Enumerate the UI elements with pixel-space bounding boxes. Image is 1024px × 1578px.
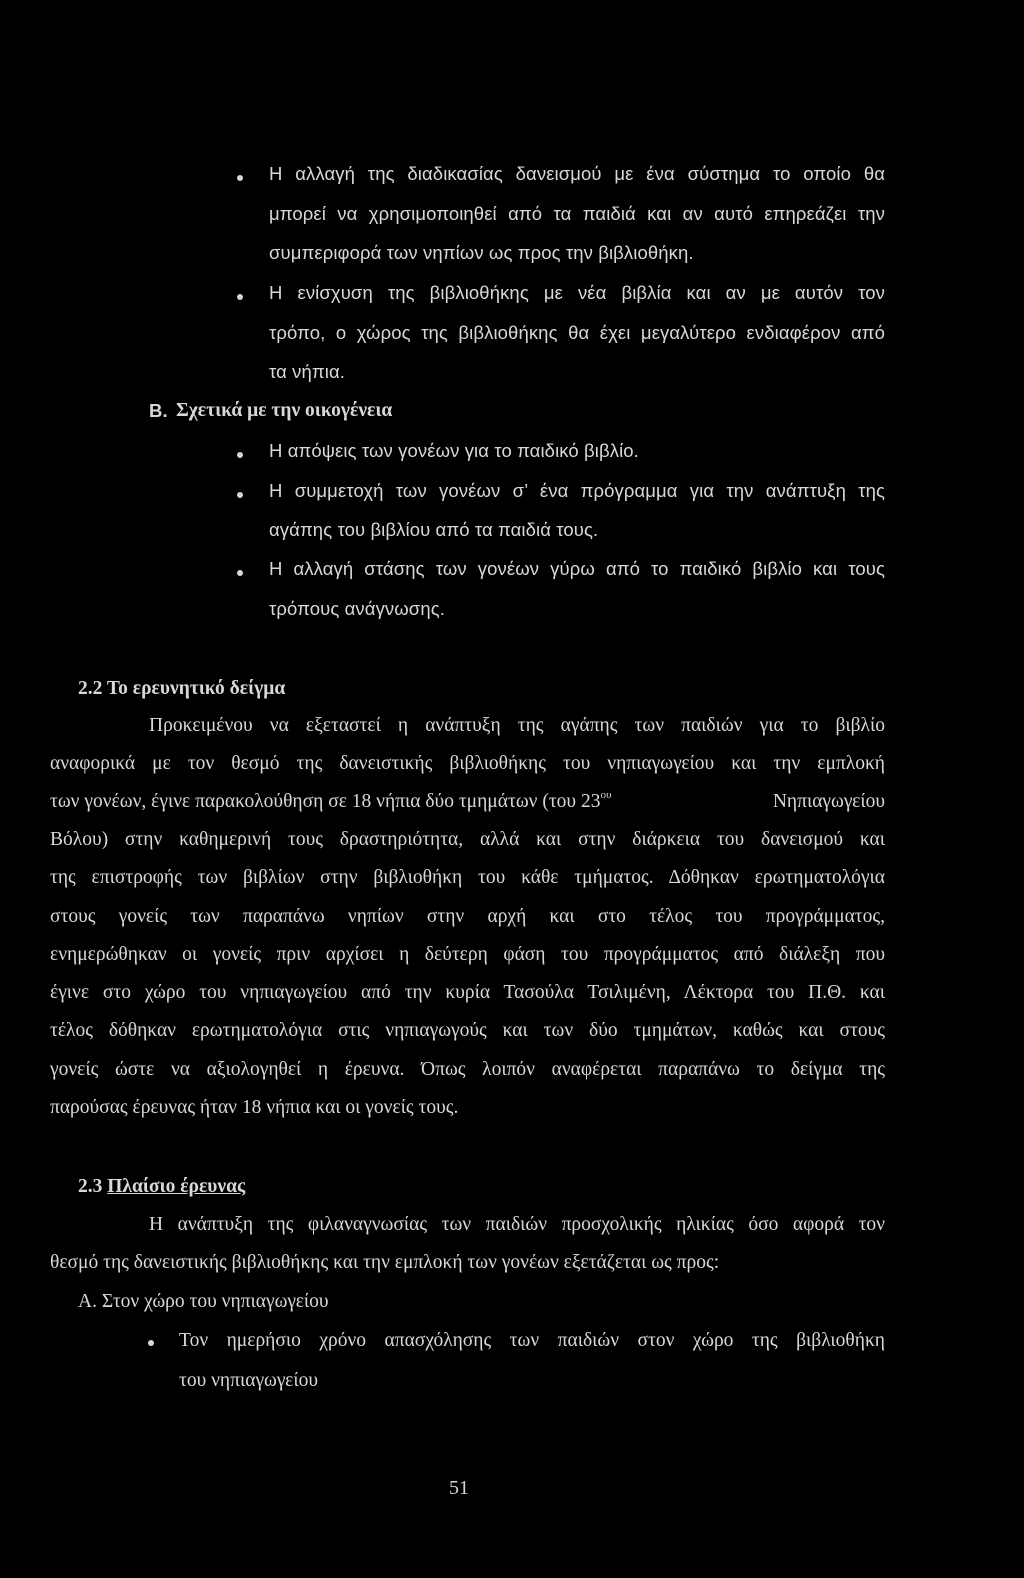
- paragraph-line: αναφορικά με τον θεσμό της δανειστικής βιβλιοθήκης του νηπιαγωγείου και την εμπλοκή: [50, 753, 885, 774]
- ordinal-superscript: ου: [600, 788, 612, 801]
- list-item-line: τα νήπια.: [269, 361, 346, 382]
- bullet-icon: [237, 452, 243, 458]
- list-item-line: τρόπο, ο χώρος της βιβλιοθήκης θα έχει μεγαλύτερο ενδιαφέρον από: [269, 322, 885, 343]
- list-item-line: Τον ημερήσιο χρόνο απασχόλησης των παιδιών στον χώρο της βιβλιοθήκη: [179, 1330, 885, 1351]
- paragraph-line: Προκειμένου να εξεταστεί η ανάπτυξη της αγάπης των παιδιών για το βιβλίο: [149, 715, 885, 736]
- paragraph-line: της επιστροφής των βιβλίων στην βιβλιοθήκη του κάθε τμήματος. Δόθηκαν ερωτηματολόγια: [50, 867, 885, 888]
- list-item-line: του νηπιαγωγείου: [179, 1370, 319, 1391]
- heading-text: Πλαίσιο έρευνας: [107, 1176, 246, 1197]
- bullet-icon: [237, 570, 243, 576]
- bullet-icon: [237, 492, 243, 498]
- section-label: Β.: [149, 400, 168, 421]
- paragraph-line: γονείς ώστε να αξιολογηθεί η έρευνα. Όπως λοιπόν αναφέρεται παραπάνω το δείγμα της: [50, 1059, 885, 1080]
- paragraph-line: [50, 790, 885, 814]
- list-item-line: τρόπους ανάγνωσης.: [269, 598, 445, 619]
- paragraph-line: ενημερώθηκαν οι γονείς πριν αρχίσει η δεύτερη φάση του προγράμματος από διάλεξη που: [50, 944, 885, 965]
- list-item-line: Η συμμετοχή των γονέων σ’ ένα πρόγραμμα για την ανάπτυξη της: [269, 480, 885, 501]
- list-item-line: Η αλλαγή στάσης των γονέων γύρω από το παιδικό βιβλίο και τους: [269, 558, 885, 579]
- section-heading: [78, 1175, 245, 1199]
- list-item-line: μπορεί να χρησιμοποιηθεί από τα παιδιά και αν αυτό επηρεάζει την: [269, 203, 885, 224]
- list-item-line: Η αλλαγή της διαδικασίας δανεισμού με ένα σύστημα το οποίο θα: [269, 163, 885, 184]
- list-item-line: Η ενίσχυση της βιβλιοθήκης με νέα βιβλία και αν με αυτόν τον: [269, 282, 885, 303]
- heading-number: 2.3: [78, 1176, 103, 1197]
- page-number: 51: [449, 1477, 469, 1499]
- bullet-icon: [237, 294, 243, 300]
- paragraph-line: Βόλου) στην καθημερινή τους δραστηριότητα, αλλά και στην διάρκεια του δανεισμού και: [50, 829, 885, 850]
- subsection-label: Α. Στον χώρο του νηπιαγωγείου: [78, 1291, 329, 1312]
- paragraph-line: Η ανάπτυξη της φιλαναγνωσίας των παιδιών προσχολικής ηλικίας όσο αφορά τον: [149, 1214, 885, 1235]
- bullet-icon: [237, 175, 243, 181]
- paragraph-line: τέλος δόθηκαν ερωτηματολόγια στις νηπιαγωγούς και των δύο τμημάτων, καθώς και στους: [50, 1020, 885, 1041]
- paragraph-line: στους γονείς των παραπάνω νηπίων στην αρχή και στο τέλος του προγράμματος,: [50, 906, 885, 927]
- paragraph-line: θεσμό της δανειστικής βιβλιοθήκης και την εμπλοκή των γονέων εξετάζεται ως προς:: [50, 1252, 720, 1273]
- paragraph-line-end: Νηπιαγωγείου: [772, 791, 885, 812]
- section-title: Σχετικά με την οικογένεια: [176, 400, 393, 421]
- list-item-line: συμπεριφορά των νηπίων ως προς την βιβλιοθήκη.: [269, 242, 694, 263]
- bullet-icon: [148, 1340, 154, 1346]
- paragraph-line-start: των γονέων, έγινε παρακολούθηση σε 18 νήπια δύο τμημάτων (του $23^{o\upsilon}$: [50, 788, 612, 812]
- paragraph-line: έγινε στο χώρο του νηπιαγωγείου από την κυρία Τασούλα Τσιλιμένη, Λέκτορα του Π.Θ. και: [50, 982, 885, 1003]
- paragraph-line: παρούσας έρευνας ήταν 18 νήπια και οι γονείς τους.: [50, 1097, 459, 1118]
- list-item-line: Η απόψεις των γονέων για το παιδικό βιβλίο.: [269, 440, 639, 461]
- section-heading: 2.2 Το ερευνητικό δείγμα: [78, 678, 286, 699]
- list-item-line: αγάπης του βιβλίου από τα παιδιά τους.: [269, 519, 599, 540]
